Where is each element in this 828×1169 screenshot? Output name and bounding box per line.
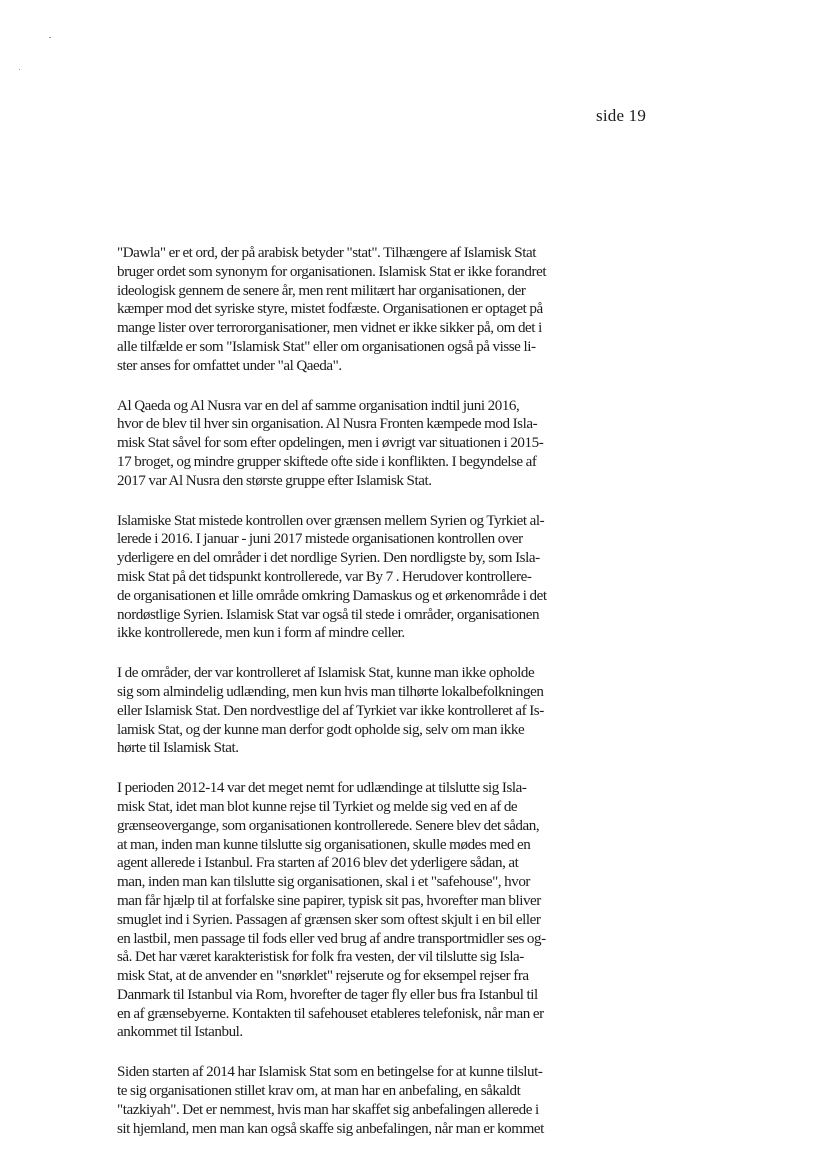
text-line: at man, inden man kunne tilslutte sig organisationen, skulle mødes med en: [117, 836, 531, 853]
text-line: kæmper mod det syriske styre, mistet fodfæste. Organisationen er optaget på: [117, 301, 543, 318]
text-line: man får hjælp til at forfalske sine papirer, typisk sit pas, hvorefter man bliver: [117, 892, 541, 909]
text-line: lerede i 2016. I januar - juni 2017 mistede organisationen kontrollen over: [117, 531, 523, 548]
paragraph: [117, 244, 592, 376]
text-line: alle tilfælde er som "Islamisk Stat" eller om organisationen også på visse li-: [117, 338, 536, 355]
text-line: Al Qaeda og Al Nusra var en del af samme organisation indtil juni 2016,: [117, 397, 520, 414]
text-line: grænseovergange, som organisationen kontrollerede. Senere blev det sådan,: [117, 817, 540, 834]
text-line: "Dawla" er et ord, der på arabisk betyder "stat". Tilhængere af Islamisk Stat: [117, 245, 536, 261]
text-line: Islamiske Stat mistede kontrollen over grænsen mellem Syrien og Tyrkiet al-: [117, 512, 545, 529]
text-line: misk Stat såvel for som efter opdelingen, men i øvrigt var situationen i 2015-: [117, 435, 544, 452]
text-line: misk Stat på det tidspunkt kontrollerede, var By 7 . Herudover kontrollere-: [117, 568, 532, 585]
text-line: nordøstlige Syrien. Islamisk Stat var også til stede i områder, organisationen: [117, 606, 540, 623]
text-line: ideologisk gennem de senere år, men rent militært har organisationen, der: [117, 282, 526, 299]
text-line: eller Islamisk Stat. Den nordvestlige del af Tyrkiet var ikke kontrolleret af Is-: [117, 702, 544, 719]
text-line: så. Det har været karakteristisk for folk fra vesten, der vil tilslutte sig Isla-: [117, 949, 524, 966]
paragraph: [117, 779, 592, 1042]
text-line: ster anses for omfattet under "al Qaeda".: [117, 357, 342, 374]
paragraph: [117, 1063, 592, 1138]
page-number: side 19: [596, 106, 647, 125]
text-line: sit hjemland, men man kan også skaffe sig anbefalingen, når man er kommet: [117, 1120, 544, 1137]
paragraph: [117, 512, 592, 644]
text-line: misk Stat, at de anvender en "snørklet" rejserute og for eksempel rejser fra: [117, 968, 529, 985]
text-line: en lastbil, men passage til fods eller ved brug af andre transportmidler ses og-: [117, 930, 546, 947]
text-line: yderligere en del områder i det nordlige Syrien. Den nordligste by, som Isla-: [117, 550, 540, 567]
text-line: man, inden man kan tilslutte sig organisationen, skal i et "safehouse", hvor: [117, 874, 531, 891]
text-line: 17 broget, og mindre grupper skiftede ofte side i konflikten. I begyndelse af: [117, 453, 537, 470]
text-line: ankommet til Istanbul.: [117, 1024, 243, 1041]
text-line: mange lister over terrororganisationer, men vidnet er ikke sikker på, om det i: [117, 320, 542, 337]
text-line: de organisationen et lille område omkring Damaskus og et ørkenområde i det: [117, 587, 547, 604]
text-line: lamisk Stat, og der kunne man derfor godt opholde sig, selv om man ikke: [117, 721, 525, 738]
scan-speck: [49, 37, 51, 38]
scan-speck: [19, 69, 20, 70]
text-line: I de områder, der var kontrolleret af Islamisk Stat, kunne man ikke opholde: [117, 665, 535, 682]
text-line: agent allerede i Istanbul. Fra starten af 2016 blev det yderligere sådan, at: [117, 855, 519, 872]
text-line: misk Stat, idet man blot kunne rejse til Tyrkiet og melde sig ved en af de: [117, 798, 518, 815]
text-line: sig som almindelig udlænding, men kun hvis man tilhørte lokalbefolkningen: [117, 683, 544, 700]
text-line: hørte til Islamisk Stat.: [117, 740, 239, 757]
text-line: te sig organisationen stillet krav om, at man har en anbefaling, en såkaldt: [117, 1083, 521, 1100]
text-line: Siden starten af 2014 har Islamisk Stat som en betingelse for at kunne tilslut-: [117, 1064, 543, 1081]
body-text: [117, 244, 592, 1159]
text-line: "tazkiyah". Det er nemmest, hvis man har skaffet sig anbefalingen allerede i: [117, 1101, 539, 1118]
paragraph: [117, 664, 592, 758]
text-line: smuglet ind i Syrien. Passagen af grænsen sker som oftest skjult i en bil eller: [117, 911, 541, 928]
text-line: ikke kontrollerede, men kun i form af mindre celler.: [117, 625, 405, 642]
text-line: 2017 var Al Nusra den største gruppe efter Islamisk Stat.: [117, 472, 432, 489]
text-line: en af grænsebyerne. Kontakten til safehouset etableres telefonisk, når man er: [117, 1005, 544, 1022]
text-line: hvor de blev til hver sin organisation. Al Nusra Fronten kæmpede mod Isla-: [117, 416, 538, 433]
paragraph: [117, 397, 592, 491]
text-line: Danmark til Istanbul via Rom, hvorefter de tager fly eller bus fra Istanbul til: [117, 986, 538, 1003]
text-line: bruger ordet som synonym for organisationen. Islamisk Stat er ikke forandret: [117, 263, 547, 280]
text-line: I perioden 2012-14 var det meget nemt for udlændinge at tilslutte sig Isla-: [117, 780, 527, 797]
